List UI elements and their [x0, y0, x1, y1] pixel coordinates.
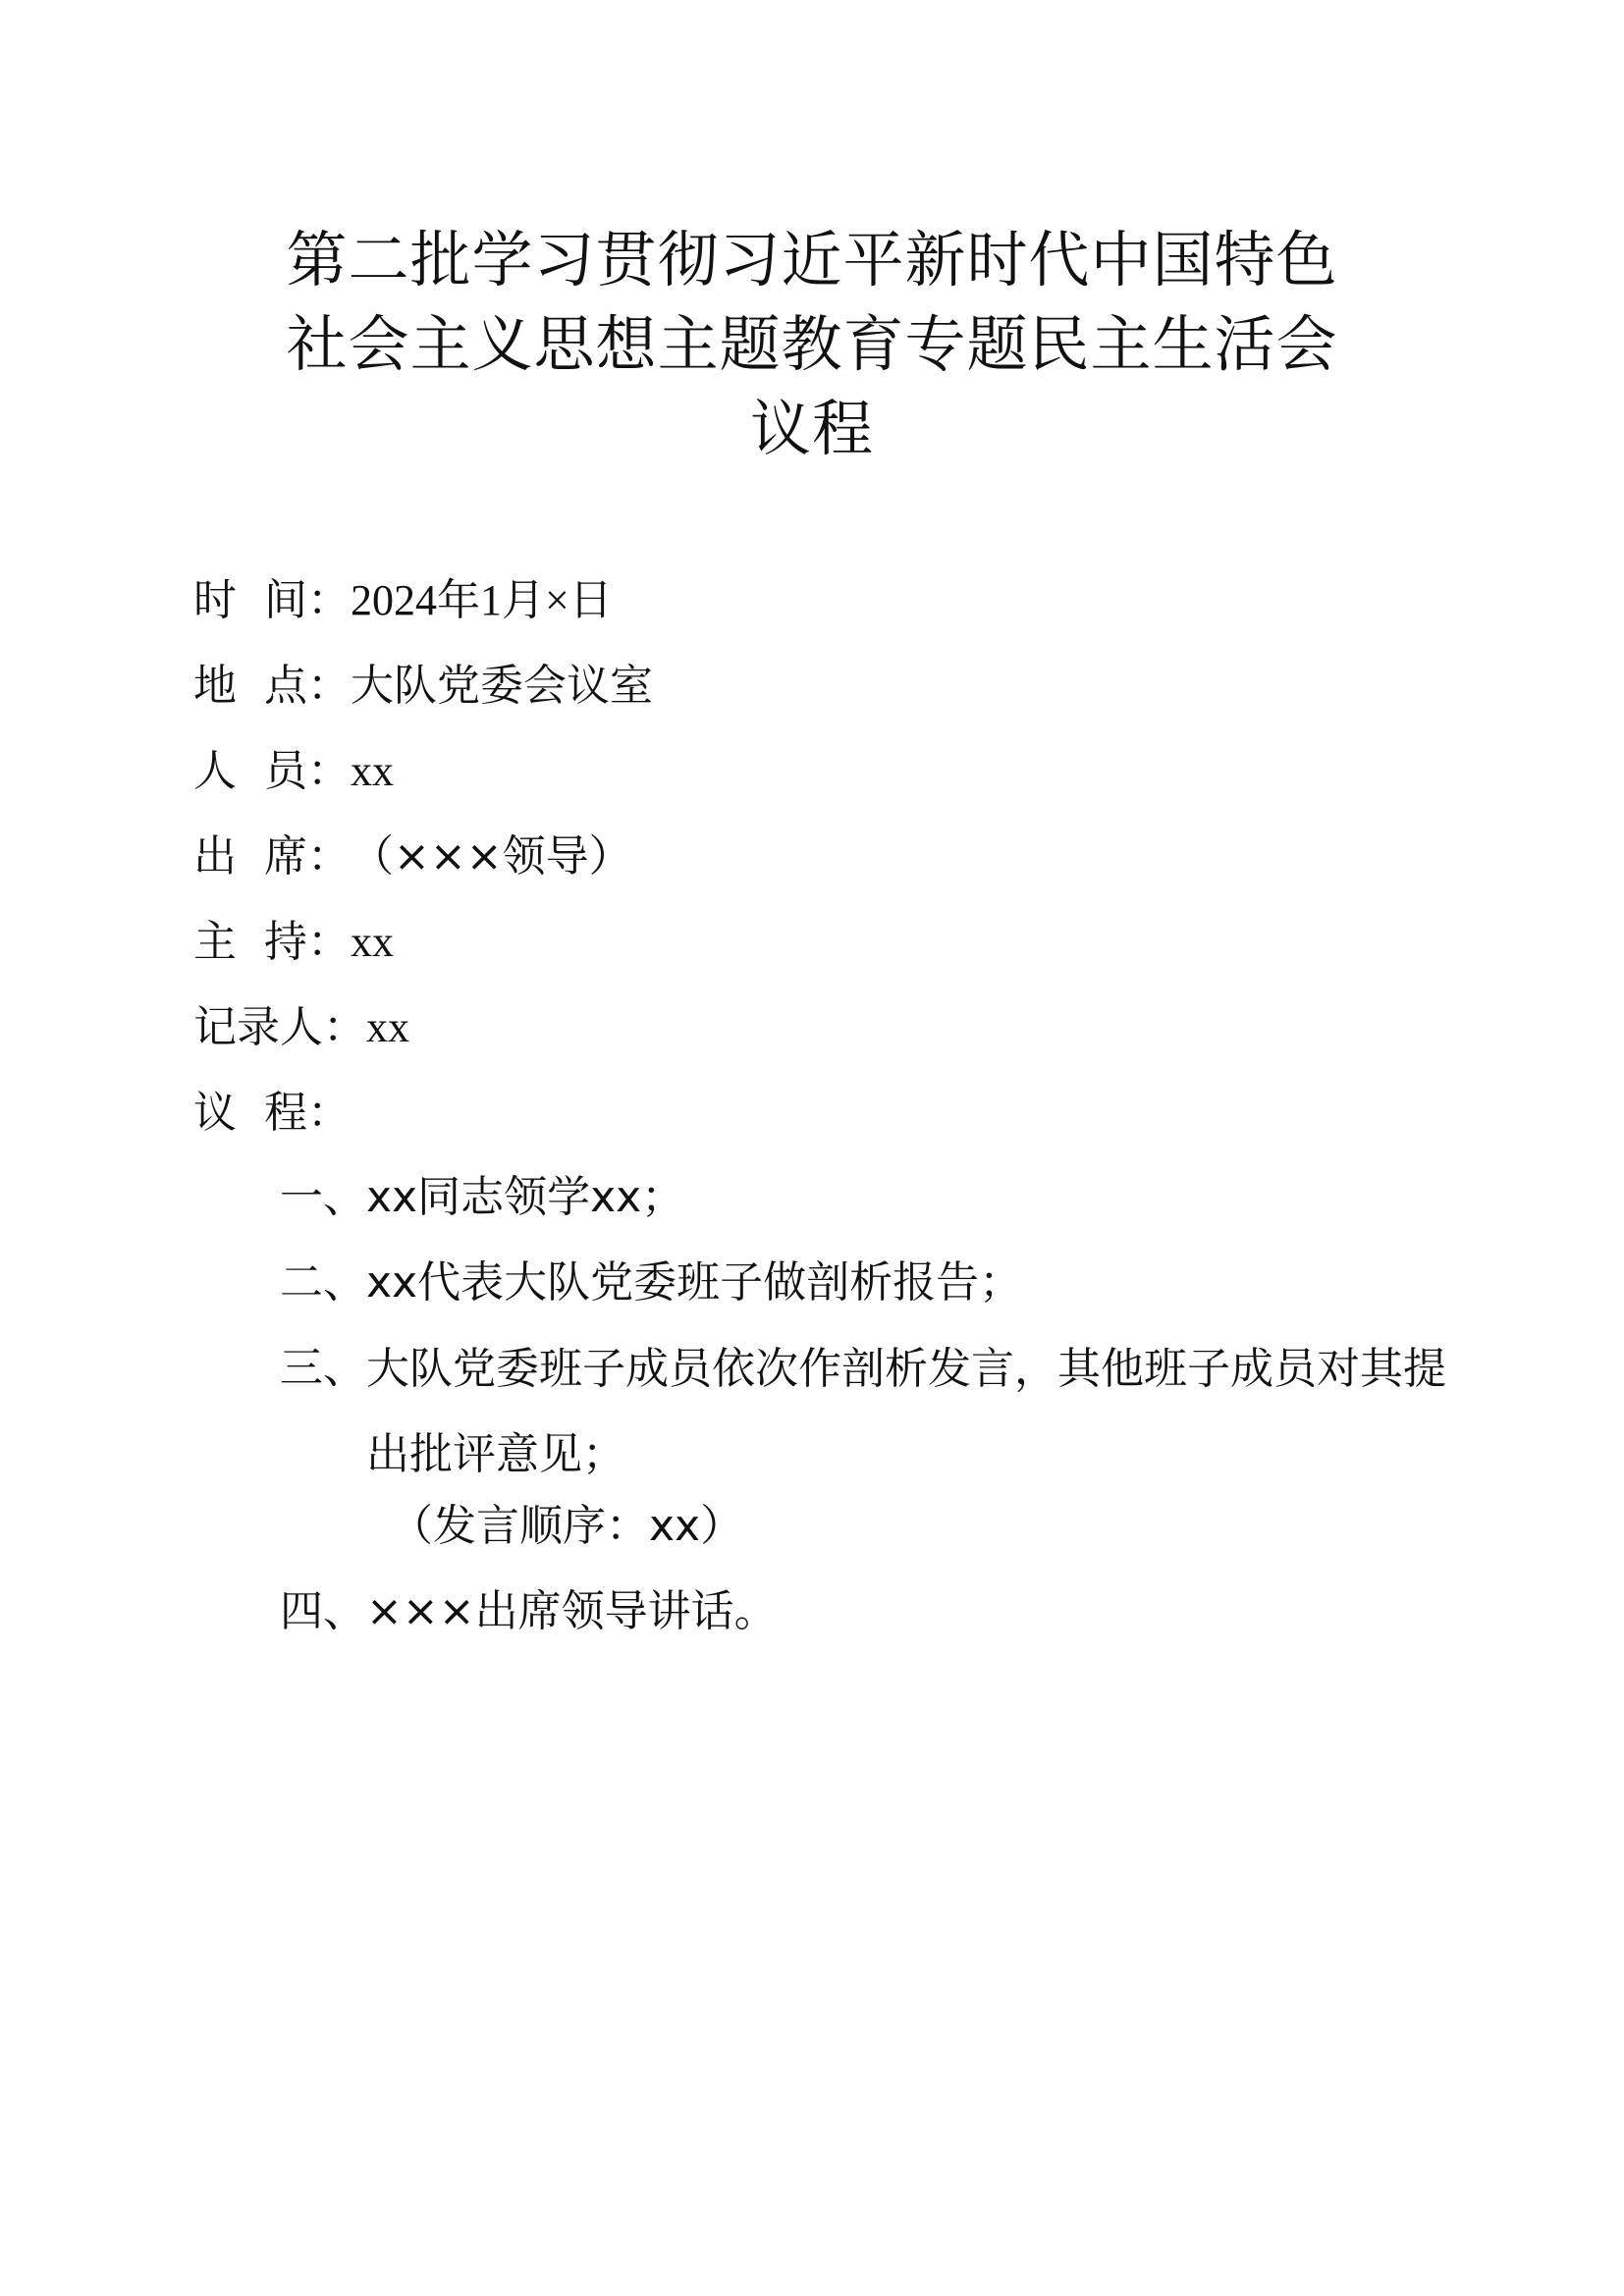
- agenda-item: [280, 1168, 1458, 1254]
- host-label: 主 持：: [193, 917, 351, 967]
- meeting-info: [193, 571, 1470, 1169]
- agenda-list: [280, 1168, 1458, 1668]
- agenda-item-number: 三、: [280, 1343, 366, 1393]
- location-label: 地 点：: [193, 661, 351, 711]
- title-line-1: 第二批学习贯彻习近平新时代中国特色: [286, 224, 1338, 295]
- agenda-item-text: 大队党委班子成员依次作剖析发言，其他班子成员对其提出批评意见；: [366, 1344, 1446, 1479]
- agenda-item-text: xx代表大队党委班子做剖析报告；: [366, 1257, 1023, 1308]
- meta-row-present: [193, 828, 1470, 913]
- time-label: 时 间：: [193, 575, 351, 625]
- meta-row-recorder: [193, 998, 1470, 1084]
- recorder-value: xx: [366, 1003, 409, 1051]
- agenda-item-text: xx同志领学xx；: [366, 1172, 685, 1222]
- meta-row-location: [193, 657, 1470, 742]
- title-line-2: 社会主义思想主题教育专题民主生活会: [286, 308, 1338, 380]
- meta-row-attendees: [193, 742, 1470, 828]
- agenda-note: （发言顺序：xx）: [390, 1501, 744, 1551]
- present-value: （×××领导）: [350, 831, 632, 881]
- agenda-item-number: 一、: [280, 1172, 366, 1222]
- meta-row-agenda: [193, 1084, 1470, 1169]
- host-value: xx: [350, 918, 394, 966]
- present-label: 出 席：: [193, 831, 351, 881]
- time-value: 2024年1月×日: [350, 576, 613, 624]
- agenda-item-number: 二、: [280, 1257, 366, 1308]
- attendees-value: xx: [350, 747, 394, 795]
- agenda-item-number: 四、: [280, 1586, 366, 1636]
- agenda-label: 议 程：: [193, 1088, 351, 1138]
- attendees-label: 人 员：: [193, 746, 351, 796]
- agenda-item-text: ×××出席领导讲话。: [366, 1586, 778, 1636]
- agenda-item: [280, 1339, 1458, 1497]
- meta-row-time: [193, 571, 1470, 657]
- title-line-3: 议程: [749, 393, 874, 464]
- document-title: [196, 218, 1428, 471]
- location-value: 大队党委会议室: [350, 661, 653, 711]
- agenda-item: [280, 1582, 1458, 1668]
- recorder-label: 记录人：: [193, 1002, 366, 1052]
- meta-row-host: [193, 913, 1470, 998]
